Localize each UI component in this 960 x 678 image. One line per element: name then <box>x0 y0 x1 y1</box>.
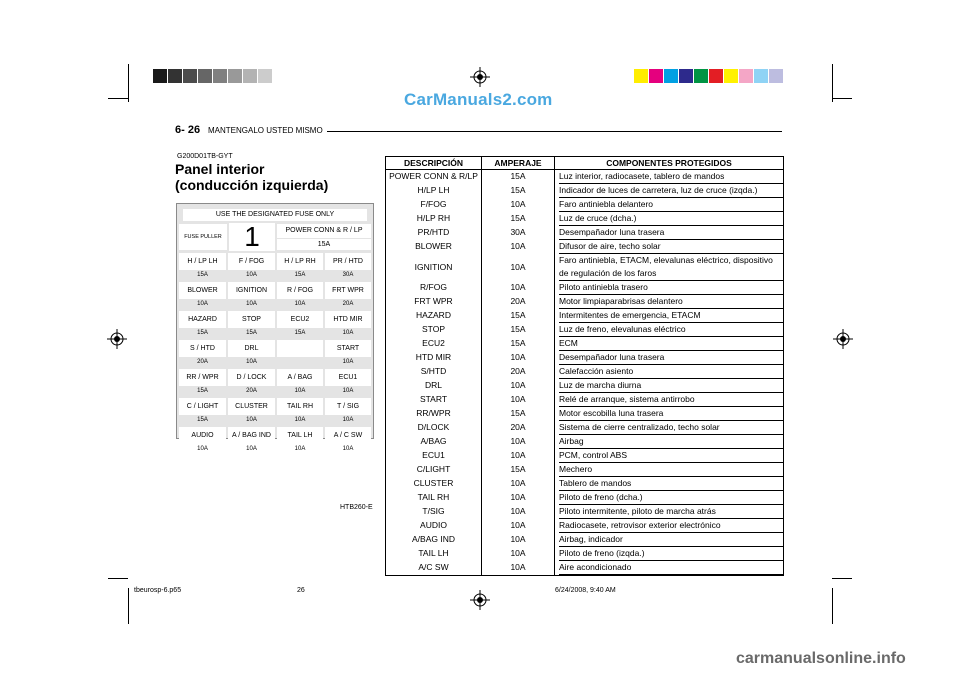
fuse-label: R / FOG <box>277 282 323 299</box>
fuse-label: ECU1 <box>325 369 371 386</box>
fuse-amperage: 10A <box>482 505 555 519</box>
protected-components <box>555 491 784 505</box>
components-text: Intermitentes de emergencia, ETACM <box>559 309 783 323</box>
registration-mark-icon <box>470 590 490 610</box>
components-text: PCM, control ABS <box>559 449 783 463</box>
fuse-amperage: 15A <box>197 388 208 394</box>
protected-components <box>555 295 784 309</box>
color-swatch <box>168 69 182 83</box>
fuse-amperage <box>277 357 323 367</box>
fuse-label: A / BAG <box>277 369 323 386</box>
fuse-description: FRT WPR <box>386 295 482 309</box>
table-row <box>386 491 784 505</box>
fuse-label: F / FOG <box>228 253 275 270</box>
crop-mark <box>832 578 852 579</box>
fuse-label: A / C SW <box>325 427 371 444</box>
components-text: Piloto antiniebla trasero <box>559 281 783 295</box>
crop-mark <box>128 64 129 102</box>
table-row <box>386 449 784 463</box>
protected-components <box>555 184 784 198</box>
table-row <box>386 519 784 533</box>
fuse-box-number: 1 <box>229 223 275 251</box>
fuse-label: BLOWER <box>179 282 226 299</box>
fuse-label: ECU2 <box>277 311 323 328</box>
fuse-table <box>385 156 784 576</box>
color-swatch <box>228 69 242 83</box>
components-text: Radiocasete, retrovisor exterior electrónico <box>559 519 783 533</box>
table-row <box>386 226 784 240</box>
section-title <box>175 161 328 193</box>
footer-page: 26 <box>297 587 305 594</box>
color-swatch <box>198 69 212 83</box>
components-text: Piloto intermitente, piloto de marcha atrás <box>559 505 783 519</box>
fuse-label: H / LP RH <box>277 253 323 270</box>
fuse-amperage: 15A <box>482 463 555 477</box>
table-row <box>386 463 784 477</box>
fuse-description: A/BAG <box>386 435 482 449</box>
fuse-label: RR / WPR <box>179 369 226 386</box>
crop-mark <box>832 98 852 99</box>
table-row <box>386 379 784 393</box>
protected-components <box>555 226 784 240</box>
components-text: Indicador de luces de carretera, luz de cruce (izqda.) <box>559 184 783 198</box>
fuse-label: TAIL LH <box>277 427 323 444</box>
fuse-amperage: 20A <box>342 301 354 307</box>
color-swatch <box>679 69 693 83</box>
table-row <box>386 323 784 337</box>
protected-components <box>555 254 784 281</box>
table-row <box>386 561 784 576</box>
components-text: Mechero <box>559 463 783 477</box>
table-body <box>386 170 784 576</box>
fuse-amperage: 10A <box>482 240 555 254</box>
fuse-amperage: 10A <box>482 519 555 533</box>
table-row <box>386 547 784 561</box>
fuse-amperage: 10A <box>294 446 306 452</box>
fuse-amperage: 10A <box>482 198 555 212</box>
crop-mark <box>128 588 129 624</box>
components-text: Tablero de mandos <box>559 477 783 491</box>
color-swatch <box>243 69 257 83</box>
fuse-amperage: 10A <box>482 351 555 365</box>
section-code: G200D01TB-GYT <box>177 153 233 160</box>
fuse-description: A/C SW <box>386 561 482 576</box>
table-row <box>386 240 784 254</box>
fuse-amperage: 15A <box>482 407 555 421</box>
fuse-amperage: 10A <box>482 254 555 281</box>
header-components: COMPONENTES PROTEGIDOS <box>555 157 784 170</box>
fuse-label: D / LOCK <box>228 369 275 386</box>
fuse-description: AUDIO <box>386 519 482 533</box>
section-title-line: (conducción izquierda) <box>175 177 329 193</box>
registration-mark-icon <box>833 329 853 349</box>
fuse-description: DRL <box>386 379 482 393</box>
protected-components <box>555 421 784 435</box>
figure-label: HTB260-E <box>340 504 373 511</box>
protected-components <box>555 477 784 491</box>
fuse-label: PR / HTD <box>325 253 371 270</box>
fuse-amperage: 15A <box>246 330 257 336</box>
components-text: Faro antiniebla, ETACM, elevalunas eléctrico, dispositivo <box>559 255 773 265</box>
fuse-amperage: 20A <box>246 388 257 394</box>
components-text: Difusor de aire, techo solar <box>559 240 783 254</box>
bottom-watermark: carmanualsonline.info <box>736 650 906 667</box>
fuse-amperage: 15A <box>294 272 306 278</box>
color-swatch <box>258 69 272 83</box>
fuse-description: T/SIG <box>386 505 482 519</box>
fuse-amperage: 30A <box>342 272 354 278</box>
table-row <box>386 212 784 226</box>
components-text: Piloto de freno (dcha.) <box>559 491 783 505</box>
fuse-description: RR/WPR <box>386 407 482 421</box>
protected-components <box>555 212 784 226</box>
fuse-label: HAZARD <box>179 311 226 328</box>
page-number: 6- 26 <box>175 124 201 136</box>
fuse-label: IGNITION <box>228 282 275 299</box>
crop-mark <box>108 98 128 99</box>
fuse-label: DRL <box>228 340 275 357</box>
fuse-description: TAIL LH <box>386 547 482 561</box>
crop-mark <box>108 578 128 579</box>
registration-mark-icon <box>470 67 490 87</box>
table-row <box>386 170 784 185</box>
color-swatch <box>649 69 663 83</box>
fuse-description: START <box>386 393 482 407</box>
fuse-description: R/FOG <box>386 281 482 295</box>
fuse-amperage: 10A <box>342 446 354 452</box>
components-text: Faro antiniebla delantero <box>559 198 783 212</box>
fuse-amperage: 10A <box>482 435 555 449</box>
components-text: de regulación de los faros <box>559 267 783 281</box>
components-text: Motor escobilla luna trasera <box>559 407 783 421</box>
protected-components <box>555 547 784 561</box>
fuse-amperage: 20A <box>482 365 555 379</box>
chapter-title: MANTENGALO USTED MISMO <box>208 126 323 135</box>
color-swatch <box>724 69 738 83</box>
protected-components <box>555 323 784 337</box>
fuse-description: IGNITION <box>386 254 482 281</box>
fuse-label: A / BAG IND <box>228 427 275 444</box>
color-swatch <box>664 69 678 83</box>
fuse-amperage: 10A <box>246 359 257 365</box>
fuse-puller-label: FUSE PULLER <box>179 224 227 250</box>
fuse-amperage: 10A <box>342 388 354 394</box>
components-text: Aire acondicionado <box>559 561 783 575</box>
fuse-amperage: 15A <box>482 170 555 185</box>
crop-mark <box>832 588 833 624</box>
protected-components <box>555 561 784 576</box>
protected-components <box>555 379 784 393</box>
fuse-amperage: 30A <box>482 226 555 240</box>
fuse-amperage: 15A <box>482 309 555 323</box>
protected-components <box>555 170 784 185</box>
protected-components <box>555 365 784 379</box>
color-swatch <box>709 69 723 83</box>
fuse-label: S / HTD <box>179 340 226 357</box>
table-row <box>386 365 784 379</box>
table-header-row <box>386 157 784 170</box>
fuse-label: C / LIGHT <box>179 398 226 415</box>
components-text: Luz de freno, elevalunas eléctrico <box>559 323 783 337</box>
fuse-amperage: 10A <box>482 477 555 491</box>
components-text: Airbag <box>559 435 783 449</box>
fuse-amperage: 10A <box>246 417 257 423</box>
fuse-amperage: 10A <box>246 446 257 452</box>
fuse-amperage: 15A <box>197 330 208 336</box>
fuse-amperage: 10A <box>246 301 257 307</box>
fuse-description: F/FOG <box>386 198 482 212</box>
fuse-description: ECU1 <box>386 449 482 463</box>
fuse-description: STOP <box>386 323 482 337</box>
fuse-amperage: 15A <box>197 272 208 278</box>
components-text: Relé de arranque, sistema antirrobo <box>559 393 783 407</box>
fuse-amperage: 10A <box>197 301 208 307</box>
fuse-description: PR/HTD <box>386 226 482 240</box>
components-text: Desempañador luna trasera <box>559 226 783 240</box>
fuse-description: H/LP LH <box>386 184 482 198</box>
table-row <box>386 407 784 421</box>
protected-components <box>555 393 784 407</box>
protected-components <box>555 198 784 212</box>
fuse-label: FRT WPR <box>325 282 371 299</box>
fuse-description: A/BAG IND <box>386 533 482 547</box>
fuse-amperage: 10A <box>482 393 555 407</box>
color-swatch <box>183 69 197 83</box>
components-text: Piloto de freno (izqda.) <box>559 547 783 561</box>
table-row <box>386 184 784 198</box>
color-swatch <box>694 69 708 83</box>
components-text: Calefacción asiento <box>559 365 783 379</box>
protected-components <box>555 240 784 254</box>
color-swatch <box>634 69 648 83</box>
fuse-description: ECU2 <box>386 337 482 351</box>
table-row <box>386 295 784 309</box>
fuse-amperage: 20A <box>197 359 208 365</box>
protected-components <box>555 337 784 351</box>
protected-components <box>555 449 784 463</box>
fuse-amperage: 10A <box>342 359 354 365</box>
color-swatch <box>769 69 783 83</box>
fuse-label: T / SIG <box>325 398 371 415</box>
section-title-line: Panel interior <box>175 161 265 177</box>
fuse-description: C/LIGHT <box>386 463 482 477</box>
components-text: Motor limpiaparabrisas delantero <box>559 295 783 309</box>
protected-components <box>555 407 784 421</box>
fuse-description: BLOWER <box>386 240 482 254</box>
fuse-amperage: 10A <box>342 330 354 336</box>
fuse-description: S/HTD <box>386 365 482 379</box>
fuse-description: TAIL RH <box>386 491 482 505</box>
fuse-amperage: 10A <box>482 547 555 561</box>
color-swatch <box>739 69 753 83</box>
color-swatch <box>153 69 167 83</box>
protected-components <box>555 435 784 449</box>
footer-file: tbeurosp-6.p65 <box>134 587 182 594</box>
fuse-box-top-label: USE THE DESIGNATED FUSE ONLY <box>183 209 367 221</box>
fuse-description: HTD MIR <box>386 351 482 365</box>
fuse-label: STOP <box>228 311 275 328</box>
fuse-amperage: 15A <box>197 417 208 423</box>
components-text: Sistema de cierre centralizado, techo solar <box>559 421 783 435</box>
header-amperage: AMPERAJE <box>482 157 555 170</box>
protected-components <box>555 505 784 519</box>
fuse-amperage: 10A <box>294 388 306 394</box>
protected-components <box>555 309 784 323</box>
components-text: Luz de cruce (dcha.) <box>559 212 783 226</box>
table-row <box>386 421 784 435</box>
crop-mark <box>832 64 833 102</box>
power-conn-label: POWER CONN & R / LP <box>277 224 371 238</box>
fuse-label: H / LP LH <box>179 253 226 270</box>
fuse-amperage: 15A <box>482 212 555 226</box>
protected-components <box>555 463 784 477</box>
fuse-amperage: 15A <box>482 184 555 198</box>
fuse-amperage: 10A <box>482 561 555 576</box>
fuse-amperage: 10A <box>482 533 555 547</box>
fuse-amperage: 15A <box>482 323 555 337</box>
fuse-amperage: 15A <box>294 330 306 336</box>
table-row <box>386 309 784 323</box>
fuse-description: CLUSTER <box>386 477 482 491</box>
fuse-amperage: 10A <box>482 491 555 505</box>
table-row <box>386 198 784 212</box>
registration-mark-icon <box>107 329 127 349</box>
fuse-label <box>277 340 323 357</box>
color-swatch <box>213 69 227 83</box>
fuse-amperage: 10A <box>482 281 555 295</box>
watermark-link[interactable]: CarManuals2.com <box>404 90 553 109</box>
table-row <box>386 477 784 491</box>
components-text: ECM <box>559 337 783 351</box>
table-row <box>386 351 784 365</box>
components-text: Luz de marcha diurna <box>559 379 783 393</box>
header-description: DESCRIPCIÓN <box>386 157 482 170</box>
protected-components <box>555 533 784 547</box>
fuse-amperage: 20A <box>482 295 555 309</box>
fuse-label: HTD MIR <box>325 311 371 328</box>
fuse-label: AUDIO <box>179 427 226 444</box>
protected-components <box>555 351 784 365</box>
protected-components <box>555 281 784 295</box>
fuse-label: CLUSTER <box>228 398 275 415</box>
table-row <box>386 435 784 449</box>
protected-components <box>555 519 784 533</box>
fuse-amperage: 10A <box>482 449 555 463</box>
components-text: Luz interior, radiocasete, tablero de mandos <box>559 170 783 184</box>
footer-date: 6/24/2008, 9:40 AM <box>555 587 616 594</box>
table-row <box>386 337 784 351</box>
fuse-amperage: 10A <box>246 272 257 278</box>
fuse-description: H/LP RH <box>386 212 482 226</box>
table-row <box>386 281 784 295</box>
fuse-amperage: 10A <box>294 301 306 307</box>
table-row <box>386 505 784 519</box>
fuse-label: TAIL RH <box>277 398 323 415</box>
fuse-amperage: 20A <box>482 421 555 435</box>
fuse-amperage: 10A <box>197 446 208 452</box>
header-divider <box>327 131 782 132</box>
components-text: Desempañador luna trasera <box>559 351 783 365</box>
fuse-label: START <box>325 340 371 357</box>
fuse-amperage: 10A <box>294 417 306 423</box>
fuse-amperage: 15A <box>482 337 555 351</box>
table-row <box>386 254 784 281</box>
fuse-description: D/LOCK <box>386 421 482 435</box>
fuse-box-diagram <box>176 203 374 452</box>
table-row <box>386 393 784 407</box>
fuse-description: HAZARD <box>386 309 482 323</box>
fuse-amperage: 10A <box>342 417 354 423</box>
table-row <box>386 533 784 547</box>
fuse-amperage: 10A <box>482 379 555 393</box>
color-swatch <box>754 69 768 83</box>
components-text: Airbag, indicador <box>559 533 783 547</box>
power-conn-amp: 15A <box>277 239 371 250</box>
fuse-description: POWER CONN & R/LP <box>386 170 482 185</box>
